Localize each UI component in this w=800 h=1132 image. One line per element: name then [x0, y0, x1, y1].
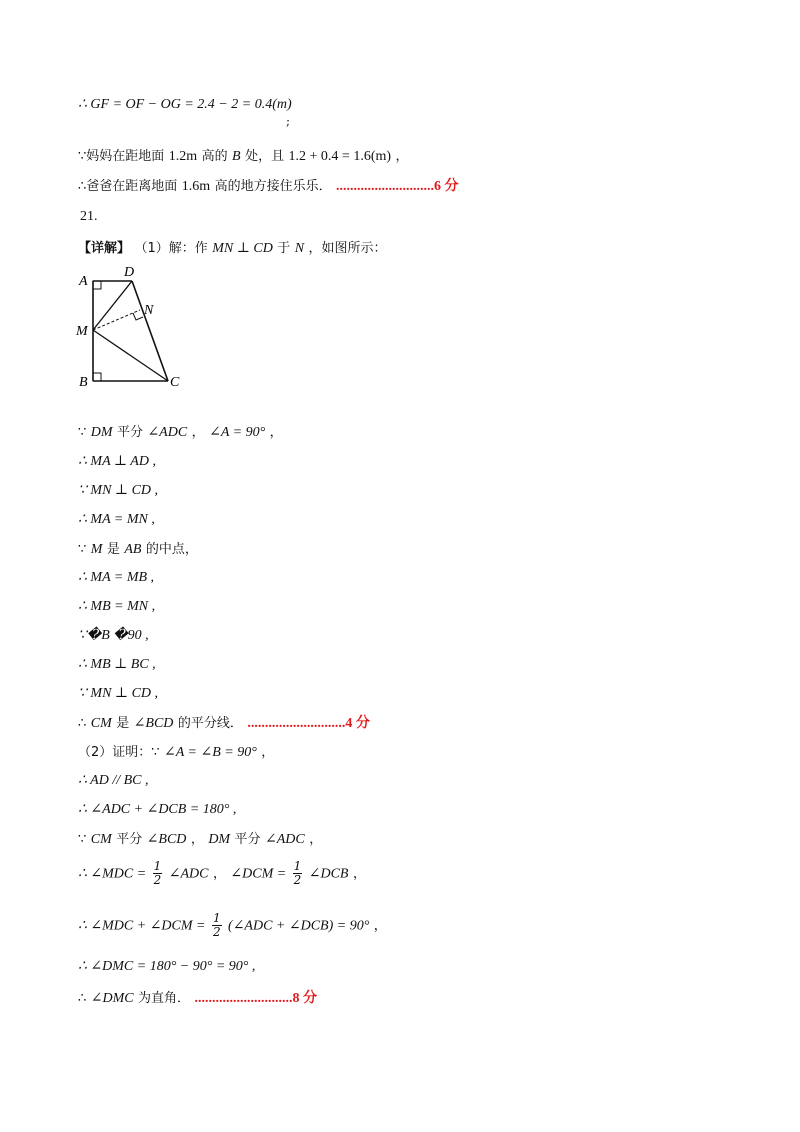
step-6: ∴ MA = MB ,: [78, 570, 155, 585]
text: （1）解：作: [134, 241, 208, 256]
text: 的中点，: [145, 542, 198, 557]
text: 平分: [116, 832, 143, 847]
line-mother-height: [78, 147, 409, 166]
text: ，: [373, 918, 387, 934]
text: 的平分线．: [177, 716, 243, 731]
step-11: [78, 714, 370, 733]
step-8: ∵�B �90 ,: [78, 628, 149, 643]
text: （2）证明：∵: [78, 745, 160, 760]
detail-header: [78, 239, 387, 258]
label-c: C: [170, 375, 180, 390]
math: N: [294, 241, 305, 256]
part2-start: [78, 743, 274, 762]
text: 平分: [116, 425, 143, 440]
math: M: [90, 542, 103, 557]
fraction-half: [153, 860, 163, 887]
math: DM: [208, 832, 231, 847]
label-n: N: [144, 303, 154, 318]
text: ∴爸爸在距离地面: [78, 179, 178, 194]
part2-step-4: [78, 860, 366, 887]
geometry-figure: [74, 262, 194, 392]
math: ∠BCD: [133, 716, 174, 731]
text: 是: [116, 716, 130, 731]
score-mark: ............................4 分: [247, 716, 370, 731]
fraction-half: [293, 860, 303, 887]
text: ，: [190, 832, 204, 847]
value: 1.2m: [168, 149, 198, 164]
label-m: M: [76, 324, 88, 339]
math: (∠ADC + ∠DCB) = 90°: [228, 918, 370, 934]
label-d: D: [124, 265, 135, 280]
math: ∠A = 90°: [209, 425, 266, 440]
detail-label: 【详解】: [78, 241, 131, 256]
numerator: 1: [153, 859, 162, 873]
value: 1.6m: [181, 179, 211, 194]
step-4: ∴ MA = MN ,: [78, 512, 155, 527]
math: ∠BCD: [146, 832, 187, 847]
part2-step-3: [78, 830, 322, 849]
part2-step-5: [78, 912, 387, 939]
text: ，: [309, 832, 323, 847]
point-b: B: [232, 149, 241, 164]
therefore: ∴: [78, 991, 87, 1006]
math: ∠DMC: [90, 991, 134, 1006]
because: ∵: [78, 425, 87, 440]
step-1: [78, 423, 283, 442]
text: ，: [352, 866, 366, 882]
math: ∠ADC: [147, 425, 188, 440]
text: ，: [261, 745, 275, 760]
label-a: A: [79, 274, 88, 289]
therefore: ∴: [78, 716, 87, 731]
math: ∠DCM =: [230, 866, 287, 882]
score-mark: ............................8 分: [194, 991, 317, 1006]
text: 于: [277, 241, 291, 256]
step-9: ∴ MB ⊥ BC ,: [78, 657, 156, 672]
equation-gf: ∴ GF = OF − OG = 2.4 − 2 = 0.4(m): [78, 97, 292, 112]
part2-step-7: [78, 989, 317, 1008]
text: 为直角．: [138, 991, 191, 1006]
because: ∵: [78, 542, 87, 557]
question-number: 21.: [80, 209, 98, 224]
step-5: [78, 540, 198, 559]
step-2: ∴ MA ⊥ AD ,: [78, 454, 156, 469]
text: ∵妈妈在距地面: [78, 149, 165, 164]
text: 高的: [201, 149, 228, 164]
text: ，: [212, 866, 226, 882]
math: DM: [90, 425, 113, 440]
numerator: 1: [212, 911, 221, 925]
step-3: ∵ MN ⊥ CD ,: [78, 483, 159, 498]
text: ，如图所示：: [308, 241, 387, 256]
math: ∠A = ∠B = 90°: [164, 745, 257, 760]
part2-step-2: ∴ ∠ADC + ∠DCB = 180° ,: [78, 802, 237, 817]
label-b: B: [79, 375, 88, 390]
numerator: 1: [293, 859, 302, 873]
text: 高的地方接住乐乐．: [214, 179, 332, 194]
denominator: 2: [153, 873, 162, 887]
text: 处，且: [245, 149, 285, 164]
text: 平分: [234, 832, 261, 847]
line-father-catch: [78, 177, 459, 196]
math: AB: [124, 542, 142, 557]
denominator: 2: [293, 873, 302, 887]
part2-step-6: ∴ ∠DMC = 180° − 90° = 90° ,: [78, 959, 256, 974]
text: ，: [395, 149, 409, 164]
math: ∠ADC: [265, 832, 305, 847]
score-mark: ............................6 分: [336, 179, 459, 194]
step-10: ∵ MN ⊥ CD ,: [78, 686, 159, 701]
math: ∠ADC: [168, 866, 209, 882]
because: ∵: [78, 832, 87, 847]
math: MN ⊥ CD: [212, 241, 273, 256]
math: ∴ ∠MDC + ∠DCM =: [78, 918, 206, 934]
semicolon: ;: [286, 114, 291, 128]
equation: 1.2 + 0.4 = 1.6(m): [288, 149, 392, 164]
part2-step-1: ∴ AD // BC ,: [78, 773, 149, 788]
fraction-half: [212, 912, 222, 939]
math: CM: [90, 716, 112, 731]
math: ∠DCB: [308, 866, 349, 882]
math: CM: [90, 832, 112, 847]
text: ，: [269, 425, 283, 440]
text: 是: [106, 542, 120, 557]
math: ∴ ∠MDC =: [78, 866, 147, 882]
text: ，: [191, 425, 205, 440]
denominator: 2: [212, 925, 221, 939]
step-7: ∴ MB = MN ,: [78, 599, 156, 614]
